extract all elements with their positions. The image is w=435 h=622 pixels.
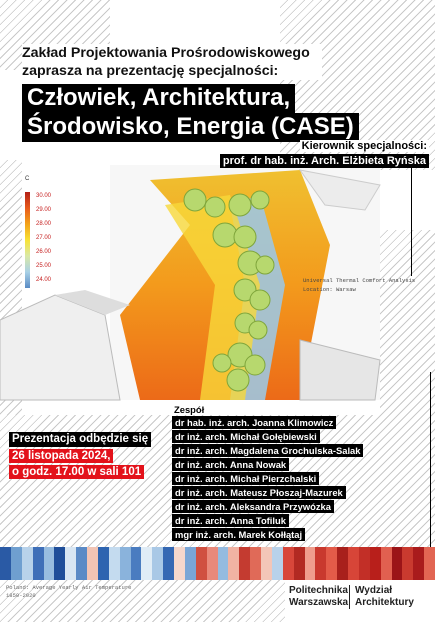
team-member: dr inż. arch. Magdalena Grochulska-Salak — [172, 444, 363, 457]
logo-pw-line-2: Warszawska — [289, 597, 349, 608]
warming-stripe — [109, 547, 120, 580]
stripes-caption-line-1: Poland: Average Yearly Air Temperature — [6, 584, 132, 591]
supervisor-label: Kierownik specjalności: — [301, 140, 427, 152]
warming-stripe — [294, 547, 305, 580]
warming-stripe — [250, 547, 261, 580]
logo-wydzial — [349, 585, 414, 609]
presentation-line-1: Prezentacja odbędzie się — [9, 432, 151, 447]
warming-stripe — [402, 547, 413, 580]
warming-stripe — [326, 547, 337, 580]
warming-stripe — [44, 547, 55, 580]
warming-stripe — [272, 547, 283, 580]
warming-stripe — [152, 547, 163, 580]
legend-tick: 30.00 — [36, 193, 52, 199]
team-member: dr inż. arch. Michał Pierzchalski — [172, 472, 319, 485]
supervisor-name: prof. dr hab. inż. Arch. Elżbieta Ryńska — [220, 154, 429, 168]
warming-stripe — [76, 547, 87, 580]
legend-colorbar — [25, 192, 30, 288]
warming-stripe — [141, 547, 152, 580]
legend-tick: 28.00 — [36, 221, 52, 227]
divider-line-2 — [430, 372, 431, 547]
team-member: dr inż. arch. Aleksandra Przywózka — [172, 500, 334, 513]
team-member: dr inż. arch. Anna Nowak — [172, 458, 289, 471]
presentation-time-room: o godz. 17.00 w sali 101 — [9, 465, 144, 479]
warming-stripe — [381, 547, 392, 580]
divider-line-1 — [411, 166, 412, 276]
presentation-info — [9, 432, 151, 481]
stripes-caption-line-2: 1850-2020 — [6, 592, 36, 599]
team-block — [172, 404, 363, 542]
team-label: Zespół — [174, 404, 205, 415]
warming-stripe — [185, 547, 196, 580]
analysis-line-2: Location: Warsaw — [303, 286, 356, 293]
intro-line-2: zaprasza na prezentację specjalności: — [22, 63, 279, 79]
warming-stripes — [0, 547, 435, 580]
title-line-2 — [22, 113, 359, 142]
legend-tick: 29.00 — [36, 207, 52, 213]
warming-stripe — [22, 547, 33, 580]
warming-stripe — [315, 547, 326, 580]
warming-stripe — [0, 547, 11, 580]
supervisor-block — [220, 140, 429, 168]
team-member: dr inż. arch. Anna Tofiluk — [172, 514, 289, 527]
warming-stripe — [87, 547, 98, 580]
warming-stripe — [65, 547, 76, 580]
warming-stripe — [54, 547, 65, 580]
warming-stripe — [174, 547, 185, 580]
warming-stripe — [228, 547, 239, 580]
stripes-caption — [6, 584, 131, 600]
logo-wa-line-2: Architektury — [355, 597, 414, 608]
title-line-2-text: Środowisko, Energia (CASE) — [22, 113, 359, 142]
title-line-1-text: Człowiek, Architektura, — [22, 84, 295, 113]
team-member: dr hab. inż. arch. Joanna Klimowicz — [172, 416, 336, 429]
logo-wa-line-1: Wydział — [355, 585, 393, 596]
legend-unit: C — [25, 176, 30, 182]
warming-stripe — [359, 547, 370, 580]
warming-stripe — [98, 547, 109, 580]
warming-stripe — [196, 547, 207, 580]
legend-tick: 26.00 — [36, 249, 52, 255]
intro-text — [22, 44, 322, 80]
warming-stripe — [207, 547, 218, 580]
legend-tick: 24.00 — [36, 277, 52, 283]
warming-stripe — [163, 547, 174, 580]
legend-tick: 25.00 — [36, 263, 52, 269]
warming-stripe — [348, 547, 359, 580]
warming-stripe — [283, 547, 294, 580]
team-member: mgr inż. arch. Marek Kołłątaj — [172, 528, 305, 541]
logo-pw-line-1: Politechnika — [289, 585, 348, 596]
warming-stripe — [11, 547, 22, 580]
analysis-line-1: Universal Thermal Comfort Analysis — [303, 277, 416, 284]
warming-stripe — [370, 547, 381, 580]
logo-politechnika — [289, 585, 348, 609]
warming-stripe — [131, 547, 142, 580]
warming-stripe — [305, 547, 316, 580]
title-line-1 — [22, 84, 295, 113]
warming-stripe — [239, 547, 250, 580]
team-member: dr inż. arch. Mateusz Płoszaj-Mazurek — [172, 486, 346, 499]
warming-stripe — [392, 547, 403, 580]
warming-stripe — [218, 547, 229, 580]
presentation-date: 26 listopada 2024, — [9, 449, 113, 463]
temperature-legend — [25, 176, 52, 283]
analysis-caption — [303, 276, 415, 294]
legend-tick: 27.00 — [36, 235, 52, 241]
intro-line-1: Zakład Projektowania Prośrodowiskowego — [22, 45, 310, 61]
warming-stripe — [33, 547, 44, 580]
warming-stripe — [261, 547, 272, 580]
warming-stripe — [337, 547, 348, 580]
team-member: dr inż. arch. Michał Gołębiewski — [172, 430, 320, 443]
warming-stripe — [413, 547, 424, 580]
warming-stripe — [120, 547, 131, 580]
warming-stripe — [424, 547, 435, 580]
